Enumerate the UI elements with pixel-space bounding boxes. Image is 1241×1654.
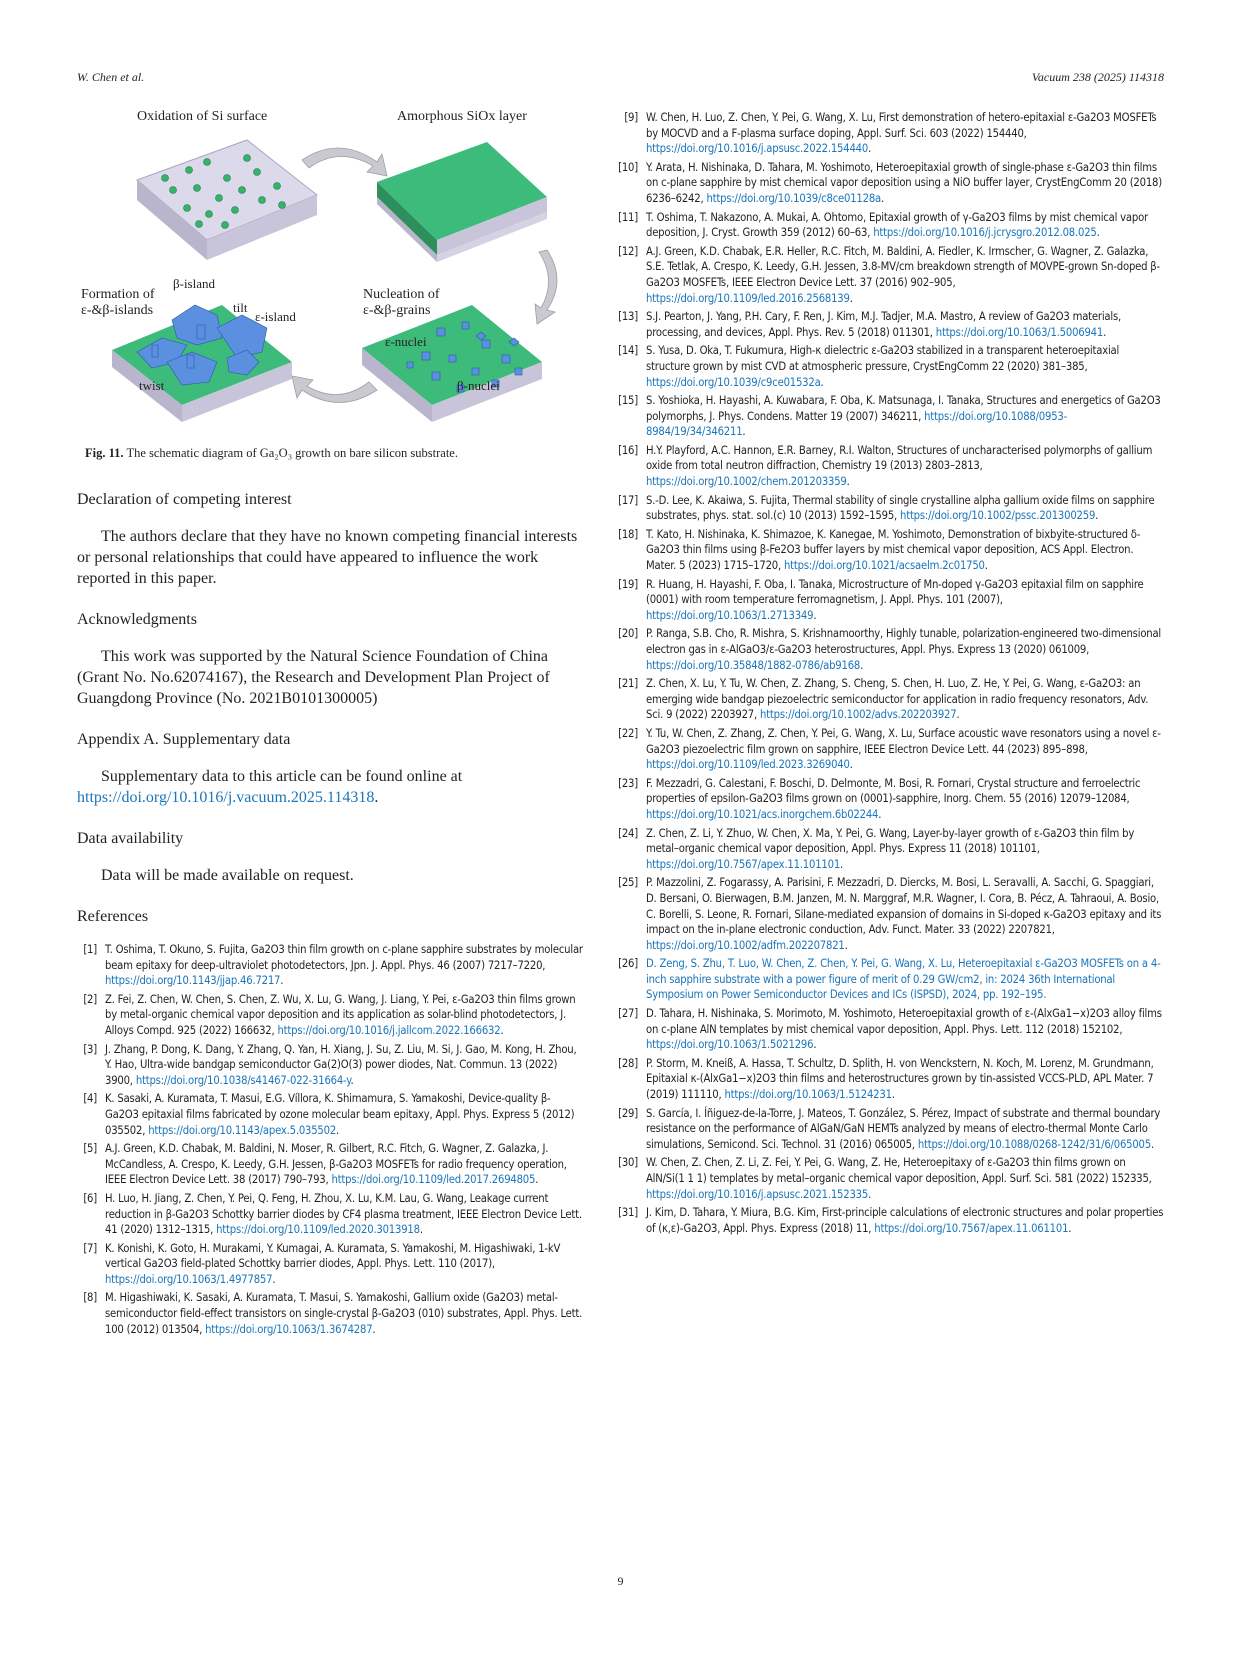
reference-text (646, 626, 1164, 673)
reference-text (646, 1205, 1164, 1236)
right-column (618, 110, 1164, 1239)
reference-end: . (372, 1322, 376, 1336)
reference-end: . (535, 1173, 539, 1187)
reference-doi-link[interactable]: https://doi.org/10.1063/1.5124231 (724, 1088, 892, 1102)
reference-body: J. Kim, D. Tahara, Y. Miura, B.G. Kim, First-principle calculations of electronic structures and polar properties of (κ,ε)-Ga2O3, Appl. Phys. Express (2018) 11, (646, 1206, 1164, 1235)
label-amorphous: Amorphous SiOx layer (397, 109, 527, 124)
reference-text (646, 493, 1164, 524)
reference-body: T. Oshima, T. Okuno, S. Fujita, Ga2O3 thin film growth on c-plane sapphire substrates by molecular beam epitaxy for deep-ultraviolet photodetectors, Jpn. J. Appl. Phys. 46 (2007) 7217–7220, (105, 943, 583, 972)
reference-item (618, 776, 1164, 823)
reference-item (618, 626, 1164, 673)
reference-doi-link[interactable]: https://doi.org/10.1063/1.3674287 (205, 1322, 373, 1336)
reference-end: . (742, 425, 746, 439)
reference-end: . (891, 1088, 895, 1102)
reference-item (618, 676, 1164, 723)
reference-text (105, 992, 584, 1039)
reference-item (618, 210, 1164, 241)
reference-text (646, 826, 1164, 873)
reference-end: . (350, 1073, 354, 1087)
reference-body: M. Higashiwaki, K. Sasaki, A. Kuramata, T. Masui, S. Yamakoshi, Gallium oxide (Ga2O3) metal-semiconductor field-effect transistors on single-crystal β-Ga2O3 (010) substrates, Appl. Phys. Lett. 100 (2012) 013504, (105, 1291, 583, 1336)
reference-number: [24] (618, 826, 638, 840)
reference-text (105, 1241, 584, 1288)
reference-list-right (618, 110, 1164, 1236)
reference-number: [31] (618, 1206, 638, 1220)
reference-body: K. Konishi, K. Goto, H. Murakami, Y. Kumagai, A. Kuramata, S. Yamakoshi, M. Higashiwaki, 1-kV vertical Ga2O3 field-plated Schottky barrier diodes, Appl. Phys. Lett. 110 (2017), (105, 1241, 561, 1271)
reference-end: . (336, 1123, 340, 1137)
reference-text (646, 244, 1164, 306)
reference-item (77, 1141, 584, 1188)
reference-text (646, 776, 1164, 823)
reference-doi-link[interactable]: https://doi.org/10.7567/apex.11.101101 (646, 857, 841, 871)
reference-number: [6] (83, 1191, 97, 1205)
reference-item (77, 1241, 584, 1288)
reference-number: [18] (618, 527, 638, 541)
reference-body: D. Zeng, S. Zhu, T. Luo, W. Chen, Z. Chen, Y. Pei, G. Wang, X. Lu, Heteroepitaxial ε-Ga2O3 MOSFETs on a 4-inch sapphire substrate with a power figure of merit of 0.29 GW/cm2, in: 2024 36th International Symposium on Power Semiconductor Devices and ICs (ISPSD), 2024, pp. 192–195 (646, 957, 1161, 1002)
reference-end: . (1150, 1137, 1154, 1151)
reference-end: . (1043, 988, 1047, 1002)
reference-body: S. Yoshioka, H. Hayashi, A. Kuwabara, F. Oba, K. Matsunaga, I. Tanaka, Structures and energetics of Ga2O3 polymorphs, J. Phys. Condens. Matter 19 (2007) 346211, (646, 394, 1161, 423)
reference-item (618, 875, 1164, 953)
reference-item (618, 726, 1164, 773)
reference-number: [27] (618, 1007, 638, 1021)
panel-nucleation (362, 305, 542, 422)
reference-number: [9] (624, 111, 638, 124)
reference-item (618, 244, 1164, 306)
label-twist: twist (139, 378, 165, 393)
reference-end: . (1096, 226, 1100, 240)
reference-text (646, 726, 1164, 773)
reference-text (646, 309, 1164, 340)
running-header-authors: W. Chen et al. (77, 70, 145, 84)
reference-body: P. Ranga, S.B. Cho, R. Mishra, S. Krishnamoorthy, Highly tunable, polarization-engineered two-dimensional electron gas in ε-AlGaO3/ε-Ga2O3 heterostructures, Appl. Phys. Express 13 (2020) 061009, (646, 627, 1162, 656)
reference-body: S. García, I. Íñiguez-de-la-Torre, J. Mateos, T. González, S. Pérez, Impact of substrate and thermal boundary resistance on the performance of AlGaN/GaN HEMTs analyzed by means of electro-thermal Monte Carlo simulations, Semicond. Sci. Technol. 31 (2016) 065005, (646, 1106, 1161, 1151)
reference-body: T. Oshima, T. Nakazono, A. Mukai, A. Ohtomo, Epitaxial growth of γ-Ga2O3 films by mist chemical vapor deposition, J. Cryst. Growth 359 (2012) 60–63, (646, 210, 1148, 240)
reference-text (105, 1290, 584, 1337)
reference-end: . (860, 658, 864, 672)
label-nucleation-1: Nucleation of (363, 287, 440, 302)
reference-body: J. Zhang, P. Dong, K. Dang, Y. Zhang, Q. Yan, H. Xiang, J. Su, Z. Liu, M. Si, J. Gao, M. Kong, H. Zhou, Y. Hao, Ultra-wide bandgap semiconductor Ga(2)O(3) power diodes, Nat. Commun. 13 (2022) 3900, (105, 1042, 577, 1087)
reference-end: . (840, 857, 844, 871)
reference-doi-link[interactable]: https://doi.org/10.1002/pssc.201300259 (900, 509, 1096, 523)
reference-end: . (846, 475, 850, 489)
reference-item (77, 1191, 584, 1238)
reference-text (646, 443, 1164, 490)
reference-item (618, 1056, 1164, 1103)
reference-body: K. Sasaki, A. Kuramata, T. Masui, E.G. Víllora, K. Shimamura, S. Yamakoshi, Device-quality β-Ga2O3 epitaxial films fabricated by ozone molecular beam epitaxy, Appl. Phys. Express 5 (2012) 035502, (105, 1092, 575, 1137)
reference-doi-link[interactable]: https://doi.org/10.1063/1.2713349 (646, 608, 814, 622)
reference-item (618, 160, 1164, 207)
reference-item (77, 942, 584, 989)
reference-doi-link[interactable]: https://doi.org/10.1063/1.5021296 (646, 1038, 814, 1052)
reference-item (618, 493, 1164, 524)
reference-doi-link[interactable]: https://doi.org/10.1038/s41467-022-31664-y (135, 1073, 351, 1087)
reference-end: . (419, 1223, 423, 1237)
reference-body: F. Mezzadri, G. Calestani, F. Boschi, D. Delmonte, M. Bosi, R. Fornari, Crystal structure and ferroelectric properties of epsilon-Ga2O3 films grown on (0001)-sapphire, Inorg. Chem. 55 (2016) 12079–12084, (646, 776, 1141, 806)
reference-number: [2] (83, 992, 97, 1006)
label-formation-2: ε-&β-islands (81, 303, 154, 318)
heading-data-availability: Data availability (77, 830, 184, 847)
reference-text (105, 1141, 584, 1188)
reference-number: [16] (618, 443, 638, 457)
reference-body: S. Yusa, D. Oka, T. Fukumura, High-κ dielectric ε-Ga2O3 stabilized in a transparent heteroepitaxial structure grown by mist CVD at atmospheric pressure, CrystEngComm 22 (2020) 381–385, (646, 344, 1120, 373)
reference-item (618, 1106, 1164, 1153)
reference-end: . (813, 1038, 817, 1052)
reference-number: [17] (618, 493, 638, 507)
reference-text (646, 527, 1164, 574)
reference-item (618, 1205, 1164, 1236)
reference-doi-link[interactable]: https://doi.org/10.1002/chem.201203359 (646, 475, 847, 489)
reference-end: . (1068, 1221, 1072, 1235)
acknowledgments-text: This work was supported by the Natural Science Foundation of China (Grant No. No.62074167), the Research and Development Plan Project of Guangdong Province (No. 2021B0101300005) (77, 648, 550, 707)
reference-item (618, 343, 1164, 390)
reference-item (618, 527, 1164, 574)
reference-body: A.J. Green, K.D. Chabak, E.R. Heller, R.C. Fitch, M. Baldini, A. Fiedler, K. Irmscher, G. Wagner, Z. Galazka, S.E. Tetlak, A. Crespo, K. Leedy, G.H. Jessen, 3.8-MV/cm breakdown strength of MOVPE-grown Sn-doped β-Ga2O3 MOSFETs, IEEE Electron Device Lett. 37 (2016) 902–905, (646, 244, 1160, 289)
reference-number: [11] (618, 210, 638, 224)
reference-end: . (813, 608, 817, 622)
reference-item (618, 443, 1164, 490)
reference-number: [10] (618, 160, 638, 174)
reference-doi-link[interactable]: https://doi.org/10.1109/led.2016.2568139 (646, 291, 850, 305)
reference-number: [1] (83, 943, 97, 956)
reference-end: . (868, 1187, 872, 1201)
reference-body: W. Chen, Z. Chen, Z. Li, Z. Fei, Y. Pei, G. Wang, Z. He, Heteroepitaxy of ε-Ga2O3 thin films grown on AlN/Si(1 1 1) templates by metal–organic chemical vapor deposition, Appl. Surf. Sci. 581 (2022) 152335, (646, 1156, 1152, 1185)
reference-text (105, 1042, 584, 1089)
panel-amorphous (377, 142, 547, 262)
reference-doi-link[interactable]: https://doi.org/10.1016/j.apsusc.2022.154440 (646, 142, 869, 156)
label-epsilon-island: ε-island (255, 309, 296, 324)
reference-text (646, 210, 1164, 241)
reference-body: H.Y. Playford, A.C. Hannon, E.R. Barney, R.I. Walton, Structures of uncharacterised polymorphs of gallium oxide from total neutron diffraction, Chemistry 19 (2013) 2803–2813, (646, 443, 1153, 473)
label-tilt: tilt (233, 300, 248, 315)
figure-caption (77, 445, 584, 461)
reference-text (105, 1191, 584, 1238)
reference-body: H. Luo, H. Jiang, Z. Chen, Y. Pei, Q. Feng, H. Zhou, X. Lu, K.M. Lau, G. Wang, Leakage current reduction in β-Ga2O3 Schottky barrier diodes by CF4 plasma treatment, IEEE Electron Device Lett. 41 (2020) 1312–1315, (105, 1191, 582, 1237)
figure-caption-text: The schematic diagram of Ga₂O₃ growth on bare silicon substrate. (126, 446, 458, 460)
reference-doi-link[interactable]: https://doi.org/10.1016/j.jcrysgro.2012.08.025 (873, 226, 1097, 240)
reference-text (646, 1106, 1164, 1153)
reference-text (646, 1056, 1164, 1103)
reference-item (77, 1042, 584, 1089)
reference-doi-link[interactable]: https://doi.org/10.1021/acs.inorgchem.6b02244 (646, 807, 879, 821)
panel-oxidation (137, 140, 317, 260)
appendix-text-end: . (374, 789, 379, 806)
reference-doi-link[interactable]: https://doi.org/10.1021/acsaelm.2c01750 (784, 559, 985, 573)
heading-acknowledgments: Acknowledgments (77, 611, 197, 628)
label-formation-1: Formation of (81, 287, 155, 302)
reference-doi-link[interactable]: https://doi.org/10.1039/c9ce01532a (646, 375, 821, 389)
reference-end: . (280, 974, 284, 988)
label-beta-nuclei: β-nuclei (457, 378, 500, 393)
supplementary-link[interactable]: https://doi.org/10.1016/j.vacuum.2025.114318 (77, 789, 375, 806)
reference-end: . (500, 1023, 504, 1037)
label-beta-island: β-island (173, 276, 215, 291)
reference-doi-link[interactable]: https://doi.org/10.1143/jjap.46.7217 (105, 974, 281, 988)
heading-competing-interest: Declaration of competing interest (77, 491, 292, 508)
reference-doi-link[interactable]: https://doi.org/10.35848/1882-0786/ab9168 (646, 658, 861, 672)
reference-doi-link[interactable]: https://doi.org/10.1109/led.2020.3013918 (216, 1223, 420, 1237)
reference-item (618, 393, 1164, 440)
data-availability-text: Data will be made available on request. (101, 867, 354, 884)
reference-end: . (849, 758, 853, 772)
appendix-text-body: Supplementary data to this article can be found online at (101, 768, 463, 785)
reference-number: [20] (618, 627, 638, 641)
appendix-text (77, 766, 584, 808)
reference-number: [28] (618, 1056, 638, 1070)
reference-doi-link[interactable]: https://doi.org/10.1063/1.4977857 (105, 1272, 273, 1286)
reference-item (77, 1091, 584, 1138)
reference-number: [30] (618, 1156, 638, 1170)
reference-number: [15] (618, 394, 638, 408)
reference-item (618, 956, 1164, 1003)
label-oxidation: Oxidation of Si surface (137, 109, 268, 124)
reference-number: [29] (618, 1106, 638, 1120)
reference-end: . (956, 708, 960, 722)
reference-number: [7] (83, 1241, 97, 1255)
reference-text (646, 343, 1164, 390)
reference-number: [5] (83, 1142, 97, 1156)
label-epsilon-nuclei: ε-nuclei (385, 334, 427, 349)
reference-doi-link[interactable]: https://doi.org/10.1109/led.2017.2694805 (331, 1173, 536, 1187)
reference-end: . (1095, 509, 1099, 523)
heading-appendix: Appendix A. Supplementary data (77, 731, 291, 748)
page-number: 9 (617, 1574, 624, 1588)
reference-number: [23] (618, 776, 638, 790)
reference-text (646, 160, 1164, 207)
reference-item (77, 992, 584, 1039)
reference-doi-link[interactable]: https://doi.org/10.1063/1.5006941 (935, 325, 1104, 339)
reference-end: . (881, 191, 884, 205)
left-column (77, 100, 584, 1340)
competing-interest-text: The authors declare that they have no known competing financial interests or personal relationships that could have appeared to influence the work reported in this paper. (77, 528, 578, 587)
reference-doi-link[interactable]: https://doi.org/10.1002/advs.202203927 (759, 708, 957, 722)
reference-number: [8] (83, 1291, 97, 1305)
reference-text (646, 956, 1164, 1003)
reference-doi-link[interactable]: https://doi.org/10.1016/j.apsusc.2021.152335 (646, 1187, 869, 1201)
reference-text (646, 875, 1164, 953)
reference-body: Z. Chen, Z. Li, Y. Zhuo, W. Chen, X. Ma, Y. Pei, G. Wang, Layer-by-layer growth of ε-Ga2O3 thin film by metal–organic chemical vapor deposition, Appl. Phys. Express 11 (2018) 101101, (646, 826, 1135, 856)
reference-body: P. Storm, M. Kneiß, A. Hassa, T. Schultz, D. Splith, H. von Wenckstern, N. Koch, M. Lorenz, M. Grundmann, Epitaxial κ-(AlxGa1−x)2O3 thin films and heterostructures grown by tin-assisted VCCS-PLD, APL Mater. 7 (2019) 111110, (646, 1056, 1154, 1102)
reference-doi-link[interactable]: https://doi.org/10.1039/c8ce01128a (706, 191, 881, 205)
reference-number: [13] (618, 310, 638, 324)
reference-item (618, 826, 1164, 873)
heading-references: References (77, 908, 149, 925)
reference-doi-link[interactable]: https://doi.org/10.1016/j.jallcom.2022.166632 (277, 1023, 501, 1037)
reference-number: [19] (618, 577, 638, 591)
reference-list-left (77, 942, 584, 1337)
reference-text (646, 110, 1164, 157)
reference-number: [14] (618, 344, 638, 358)
reference-body: Y. Arata, H. Nishinaka, D. Tahara, M. Yoshimoto, Heteroepitaxial growth of single-phase ε-Ga2O3 thin films on c-plane sapphire by mist chemical vapor deposition using a NiO buffer layer, CrystEngComm 20 (2018) 6236–6242, (646, 160, 1162, 205)
reference-body: Y. Tu, W. Chen, Z. Zhang, Z. Chen, Y. Pei, G. Wang, X. Lu, Surface acoustic wave resonators using a novel ε-Ga2O3 piezoelectric film grown on sapphire, IEEE Electron Device Lett. 44 (2023) 895–898, (646, 726, 1161, 756)
reference-body: T. Kato, H. Nishinaka, K. Shimazoe, K. Kanegae, M. Yoshimoto, Demonstration of bixbyite-structured δ-Ga2O3 thin films using β-Fe2O3 buffer layers by mist chemical vapor deposition, ACS Appl. Electron. Mater. 5 (2023) 1715–1720, (646, 527, 1141, 573)
reference-item (618, 1155, 1164, 1202)
reference-body: P. Mazzolini, Z. Fogarassy, A. Parisini, F. Mezzadri, D. Diercks, M. Bosi, L. Seravalli, A. Sacchi, G. Spaggiari, D. Bersani, O. Bierwagen, B.M. Janzen, M. N. Marggraf, M.R. Wagner, I. Cora, B. Pécz, A. Tahraoui, A. Bosio, C. Borelli, S. Leone, R. Fornari, Silane-mediated expansion of domains in Si-doped κ-Ga2O3 epitaxy and its impact on the in-plane electronic conduction, Adv. Funct. Mater. 33 (2022) 2207821, (646, 876, 1162, 937)
reference-end: . (868, 142, 872, 156)
reference-body: W. Chen, H. Luo, Z. Chen, Y. Pei, G. Wang, X. Lu, First demonstration of hetero-epitaxial ε-Ga2O3 MOSFETs by MOCVD and a F-plasma surface doping, Appl. Surf. Sci. 603 (2022) 154440, (646, 111, 1157, 140)
reference-body: D. Tahara, H. Nishinaka, S. Morimoto, M. Yoshimoto, Heteroepitaxial growth of ε-(AlxGa1−x)2O3 alloy films on c-plane AlN templates by mist chemical vapor deposition, Appl. Phys. Lett. 112 (2018) 152102, (646, 1007, 1162, 1036)
reference-number: [25] (618, 876, 638, 890)
reference-text (646, 1006, 1164, 1053)
reference-text (646, 393, 1164, 440)
reference-doi-link[interactable]: https://doi.org/10.1109/led.2023.3269040 (646, 758, 850, 772)
reference-number: [3] (83, 1042, 97, 1056)
reference-doi-link[interactable]: https://doi.org/10.1002/adfm.202207821 (646, 938, 845, 952)
running-header-journal: Vacuum 238 (2025) 114318 (1031, 70, 1164, 84)
growth-schematic (77, 100, 584, 435)
reference-body: R. Huang, H. Hayashi, F. Oba, I. Tanaka, Microstructure of Mn-doped γ-Ga2O3 epitaxial film on sapphire (0001) with room temperature ferromagnetism, J. Appl. Phys. 101 (2007), (646, 577, 1144, 607)
reference-number: [22] (618, 726, 638, 740)
reference-text (105, 942, 584, 989)
reference-end: . (272, 1272, 276, 1286)
figure-11 (77, 100, 584, 435)
reference-doi-link[interactable]: https://doi.org/10.1088/0268-1242/31/6/065005 (917, 1137, 1151, 1151)
reference-item (618, 309, 1164, 340)
reference-body: Z. Chen, X. Lu, Y. Tu, W. Chen, Z. Zhang, S. Cheng, S. Chen, H. Luo, Z. He, Y. Pei, G. Wang, ε-Ga2O3: an emerging wide bandgap piezoelectric semiconductor for application in radio frequency resonators, Adv. Sci. 9 (2022) 2203927, (646, 677, 1149, 722)
reference-item (618, 577, 1164, 624)
reference-end: . (984, 559, 988, 573)
figure-caption-label: Fig. 11. (85, 446, 124, 460)
reference-number: [26] (618, 957, 638, 971)
reference-text (646, 577, 1164, 624)
reference-end: . (1103, 325, 1107, 339)
reference-text (646, 676, 1164, 723)
reference-body: S.J. Pearton, J. Yang, P.H. Cary, F. Ren, J. Kim, M.J. Tadjer, M.A. Mastro, A review of Ga2O3 materials, processing, and devices, Appl. Phys. Rev. 5 (2018) 011301, (646, 310, 1122, 339)
reference-text (646, 1155, 1164, 1202)
reference-item (618, 1006, 1164, 1053)
reference-end: . (844, 938, 848, 952)
reference-body: Z. Fei, Z. Chen, W. Chen, S. Chen, Z. Wu, X. Lu, G. Wang, J. Liang, Y. Pei, ε-Ga2O3 thin films grown by metal-organic chemical vapor deposition and its application as solar-blind photodetectors, J. Alloys Compd. 925 (2022) 166632, (105, 992, 576, 1037)
reference-doi-link[interactable]: https://doi.org/10.1088/0953-8984/19/34/346211 (646, 409, 1068, 439)
reference-text (105, 1091, 584, 1138)
reference-doi-link[interactable]: https://doi.org/10.1143/apex.5.035502 (148, 1123, 337, 1137)
reference-body: A.J. Green, K.D. Chabak, M. Baldini, N. Moser, R. Gilbert, R.C. Fitch, G. Wagner, Z. Galazka, J. McCandless, A. Crespo, K. Leedy, G.H. Jessen, β-Ga2O3 MOSFETs for radio frequency operation, IEEE Electron Device Lett. 38 (2017) 790–793, (105, 1142, 567, 1187)
reference-number: [12] (618, 244, 638, 258)
reference-number: [4] (83, 1092, 97, 1106)
reference-number: [21] (618, 677, 638, 691)
reference-end: . (878, 807, 882, 821)
reference-end: . (820, 375, 824, 389)
reference-body: S.-D. Lee, K. Akaiwa, S. Fujita, Thermal stability of single crystalline alpha gallium oxide films on sapphire substrates, phys. stat. sol.(c) 10 (2013) 1592–1595, (646, 493, 1155, 523)
reference-item (77, 1290, 584, 1337)
reference-item (618, 110, 1164, 157)
reference-doi-link[interactable]: https://doi.org/10.7567/apex.11.061101 (874, 1221, 1069, 1235)
label-nucleation-2: ε-&β-grains (363, 303, 431, 318)
reference-end: . (849, 291, 853, 305)
